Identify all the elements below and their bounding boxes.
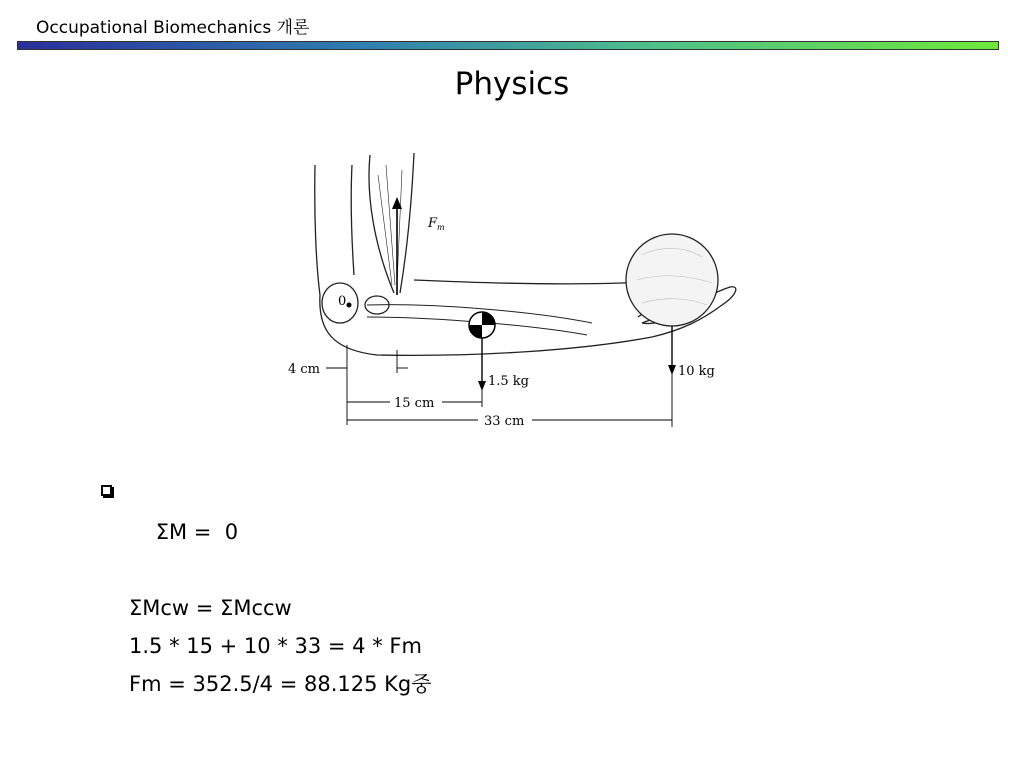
checkbox-bullet-icon (101, 485, 112, 496)
header-title: Occupational Biomechanics 개론 (36, 18, 310, 38)
equation-line: ΣM = 0 (97, 475, 432, 589)
center-of-mass-marker (469, 312, 495, 338)
upper-arm-outline (315, 165, 354, 295)
equation-line: Fm = 352.5/4 = 88.125 Kg중 (129, 672, 432, 696)
dim-muscle-label: 4 cm (288, 362, 321, 377)
dim-forearm-label: 15 cm (394, 396, 435, 411)
weight-forearm-label: 1.5 kg (488, 374, 530, 389)
header-gradient-bar (17, 41, 999, 50)
equation-list (97, 475, 432, 703)
ball (626, 234, 718, 326)
equation-line: 1.5 * 15 + 10 * 33 = 4 * Fm (129, 634, 422, 658)
dim-ball-label: 33 cm (484, 414, 525, 429)
arm-lever-diagram (282, 145, 752, 435)
slide-title: Physics (454, 66, 570, 102)
force-label: $F_m$ (428, 216, 445, 232)
equation-line: ΣMcw = ΣMccw (129, 596, 292, 620)
weight-ball-label: 10 kg (678, 364, 715, 379)
pivot-label: 0 (338, 294, 347, 309)
pivot-point (347, 303, 352, 308)
biceps-muscle (369, 153, 414, 293)
